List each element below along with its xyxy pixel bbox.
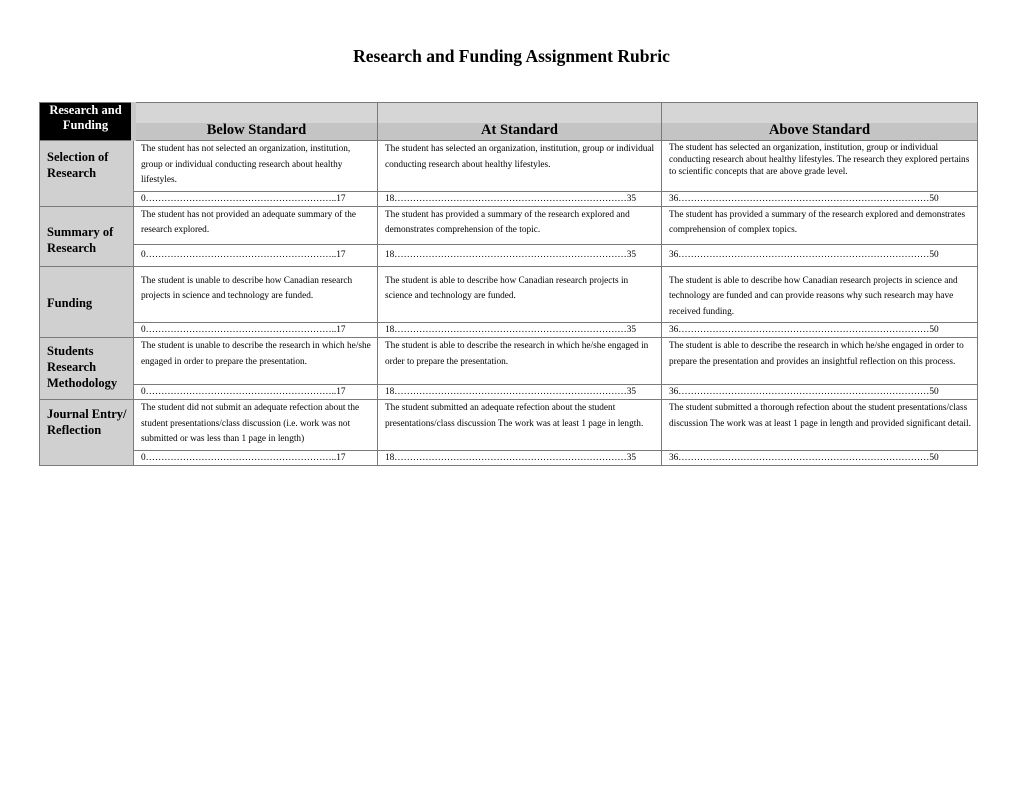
score-row: [40, 191, 978, 206]
score-above: 36………………………………………………………………………50: [662, 385, 978, 400]
desc-below: The student did not submit an adequate refection about the student presentations/class discussion (i.e. work was not submitted or was less than 1 page in length): [134, 400, 378, 451]
page-title: Research and Funding Assignment Rubric: [353, 46, 670, 66]
desc-below: The student is unable to describe the research in which he/she engaged in order to prepare the presentation.: [134, 338, 378, 385]
desc-below: The student is unable to describe how Canadian research projects in science and technology are funded.: [134, 266, 378, 323]
score-at: 18…………………………………………………………………35: [378, 450, 662, 465]
score-at: 18…………………………………………………………………35: [378, 191, 662, 206]
score-row: [40, 323, 978, 338]
desc-at: The student is able to describe how Canadian research projects in science and technology are funded.: [378, 266, 662, 323]
score-below: 0……………………………………………………..17: [134, 191, 378, 206]
desc-above: The student is able to describe the research in which he/she engaged in order to prepare the presentation and provides an insightful reflection on this process.: [662, 338, 978, 385]
desc-above: The student submitted a thorough refection about the student presentations/class discussion The work was at least 1 page in length and provided significant detail.: [662, 400, 978, 451]
desc-below: The student has not provided an adequate summary of the research explored.: [134, 206, 378, 244]
level-label: At Standard: [481, 122, 558, 138]
score-row: [40, 450, 978, 465]
score-above: 36………………………………………………………………………50: [662, 244, 978, 266]
level-label: Above Standard: [768, 122, 871, 138]
criterion-cell: Journal Entry/ Reflection: [40, 400, 134, 466]
desc-above: The student has selected an organization, institution, group or individual conducting research about healthy lifestyles. The research they explored pertains to scientific concepts that are above grade level.: [662, 141, 978, 192]
table-row: [40, 400, 978, 451]
level-header-above: [662, 103, 978, 141]
level-header-below: [134, 103, 378, 141]
criterion-cell: Summary of Research: [40, 206, 134, 266]
criterion-cell: Selection of Research: [40, 141, 134, 207]
score-below: 0……………………………………………………..17: [134, 450, 378, 465]
desc-at: The student has selected an organization, institution, group or individual conducting research about healthy lifestyles.: [378, 141, 662, 192]
level-header-at: [378, 103, 662, 141]
table-row: [40, 266, 978, 323]
corner-header: Research and Funding: [40, 103, 134, 141]
score-at: 18…………………………………………………………………35: [378, 244, 662, 266]
desc-above: The student has provided a summary of the research explored and demonstrates comprehension of complex topics.: [662, 206, 978, 244]
table-row: [40, 141, 978, 192]
table-row: [40, 206, 978, 244]
table-row: [40, 338, 978, 385]
desc-at: The student has provided a summary of the research explored and demonstrates comprehension of the topic.: [378, 206, 662, 244]
score-below: 0……………………………………………………..17: [134, 244, 378, 266]
score-below: 0……………………………………………………..17: [134, 385, 378, 400]
criterion-cell: Students Research Methodology: [40, 338, 134, 400]
desc-at: The student submitted an adequate refection about the student presentations/class discussion The work was at least 1 page in length.: [378, 400, 662, 451]
score-below: 0……………………………………………………..17: [134, 323, 378, 338]
desc-below: The student has not selected an organization, institution, group or individual conducting research about healthy lifestyles.: [134, 141, 378, 192]
desc-above: The student is able to describe how Canadian research projects in science and technology are funded and can provide reasons why such research may have received funding.: [662, 266, 978, 323]
score-row: [40, 385, 978, 400]
score-above: 36………………………………………………………………………50: [662, 191, 978, 206]
desc-at: The student is able to describe the research in which he/she engaged in order to prepare the presentation.: [378, 338, 662, 385]
level-label: Below Standard: [206, 122, 307, 138]
rubric-table: [39, 102, 978, 466]
score-at: 18…………………………………………………………………35: [378, 323, 662, 338]
score-row: [40, 244, 978, 266]
score-above: 36………………………………………………………………………50: [662, 450, 978, 465]
score-above: 36………………………………………………………………………50: [662, 323, 978, 338]
header-row: [40, 103, 978, 141]
criterion-cell: Funding: [40, 266, 134, 338]
score-at: 18…………………………………………………………………35: [378, 385, 662, 400]
